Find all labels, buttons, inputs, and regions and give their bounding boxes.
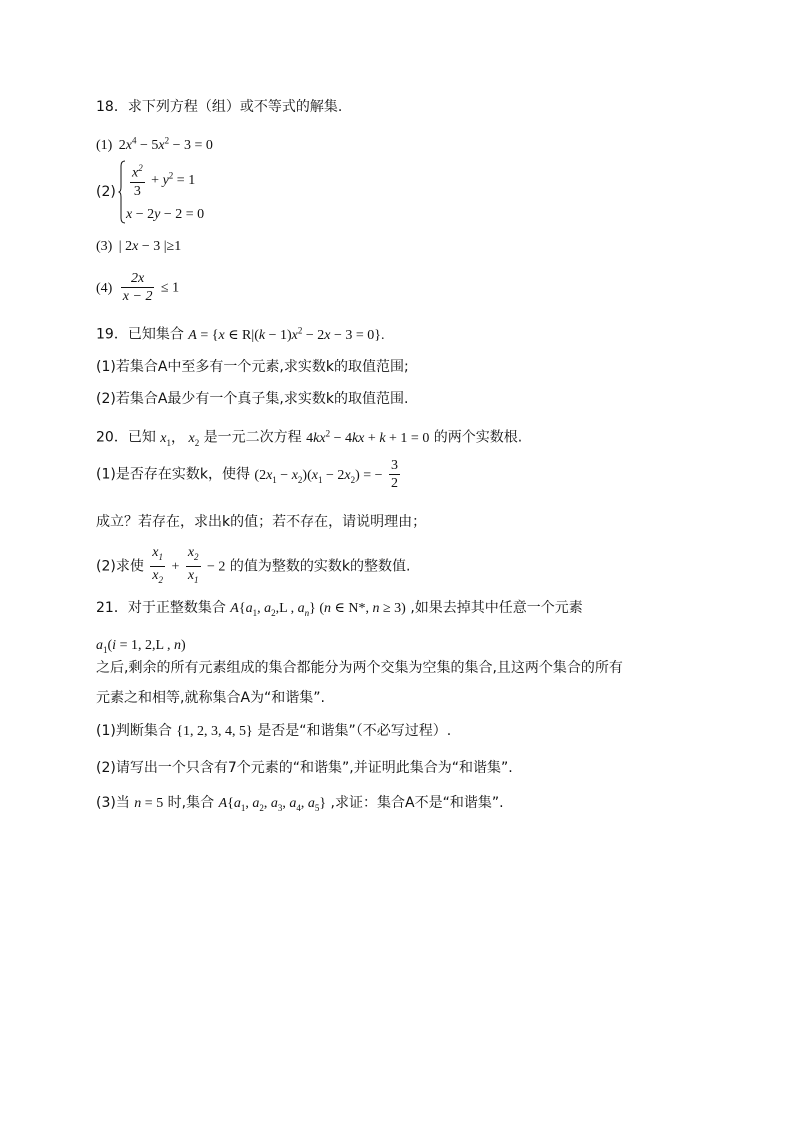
fraction-3-over-2: $\frac{3}{2}$ [391, 458, 398, 491]
fraction-2x-over-x-minus-2: $\frac{2x}{x - 2}$ [122, 271, 153, 304]
q21-part3-prefix: (3)当 [96, 795, 130, 811]
q21-stem [96, 598, 583, 623]
q21-line4: 元素之和相等,就称集合A为“和谐集”. [96, 690, 325, 706]
q20-part2: (2)求使 $\frac{x_1}{x_2}$ + $\frac{x_2}{x_1}$ − 2 的值为整数的实数k的整数值. [96, 544, 410, 584]
q20-equation: $4kx^2 - 4kx + k + 1 = 0$ [306, 428, 430, 446]
q18-part1-label: (1) [96, 137, 113, 153]
q19-set-definition: A = {x ∈ $R|(k - 1)x^2 - 2x - 3 = 0$}. [188, 325, 385, 343]
q18-stem: 18．求下列方程（组）或不等式的解集. [96, 99, 343, 115]
q18-part3-label: (3) [96, 239, 113, 254]
q21-set-five-elements: $A\{a_1$, $a_2$, $a_3$, $a_4$, $a_5$} [218, 796, 327, 813]
q20-part1: (1)是否存在实数k，使得 $(2x_1 - x_2)(x_1 - 2x_2)$ = − $\frac{3}{2}$ [96, 458, 398, 491]
q18-part3-inequality: | 2x − 3 |≥1 [118, 239, 182, 254]
q21-part3-suffix: ,求证：集合A不是“和谐集”. [330, 795, 504, 811]
q18-part3 [96, 236, 181, 257]
q21-part1-prefix: (1)判断集合 [96, 723, 172, 739]
q19-part1: (1)若集合A中至多有一个元素,求实数k的取值范围; [96, 359, 409, 375]
q18-part1-equation: $2x^4 - 5x^2 - 3 = 0$ [118, 135, 213, 153]
q20-part1-cont: 成立？若存在，求出k的值；若不存在，请说明理由； [96, 514, 427, 530]
q20-stem-mid: 是一元二次方程 [203, 429, 302, 446]
q20-stem-suffix: 的两个实数根. [433, 429, 523, 446]
q20-part1-prefix: (1)是否存在实数k，使得 [96, 466, 250, 483]
q21-element-notation: $a_1(i = 1$, 2,L , n) [96, 638, 186, 655]
q21-part2: (2)请写出一个只含有7个元素的“和谐集”,并证明此集合为“和谐集”. [96, 760, 513, 776]
q21-part1-suffix: 是否是“和谐集”（不必写过程）. [257, 723, 452, 739]
fraction-x2-over-3: $\frac{x^2}{3}$ [130, 160, 145, 200]
q19-part2: (2)若集合A最少有一个真子集,求实数k的取值范围. [96, 391, 409, 407]
q18-part2-label: (2) [96, 184, 116, 200]
q21-part3-mid: 时,集合 [167, 795, 215, 811]
q19-stem [96, 320, 385, 346]
q20-part2-suffix: 的值为整数的实数k的整数值. [229, 558, 411, 575]
q21-stem-suffix: ,如果去掉其中任意一个元素 [410, 600, 583, 616]
q18-part2-eq1: $\frac{x^2}{3}$ + $y^2 = 1$ [128, 160, 195, 200]
fraction-x2-over-x1: $\frac{x_2}{x_1}$ [187, 545, 199, 585]
q21-part1 [96, 721, 451, 742]
q20-stem-prefix: 20．已知 [96, 429, 156, 446]
q19-stem-text: 19．已知集合 [96, 326, 184, 343]
fraction-x1-over-x2: $\frac{x_1}{x_2}$ [152, 545, 164, 585]
q21-line3: 之后,剩余的所有元素组成的集合都能分为两个交集为空集的集合,且这两个集合的所有 [96, 660, 623, 676]
q21-set-1-to-5: {1, 2, 3, 4, 5} [176, 724, 253, 739]
q21-part3: (3)当 n = 5 时,集合 $A\{a_1$, $a_2$, $a_3$, $a_4$, $a_5$} ,求证：集合A不是“和谐集”. [96, 795, 504, 813]
q20-part2-prefix: (2)求使 [96, 558, 144, 575]
q21-stem-prefix: 21．对于正整数集合 [96, 600, 226, 616]
system-brace-icon [118, 160, 126, 224]
q21-set-notation: $A\{a_1$, $a_2,L$ , $a_n$} (n ∈ N*, n ≥ 3) [230, 601, 406, 618]
q18-part2-eq2: x − 2y − 2 = 0 [126, 207, 205, 222]
q20-stem: 20．已知 $x_1$， $x_2$ 是一元二次方程 $4kx^2 - 4kx + k + 1 = 0$ 的两个实数根. [96, 428, 523, 448]
q18-part4-label: (4) [96, 280, 113, 296]
q18-part1 [96, 130, 213, 156]
q18-part4: (4) $\frac{2x}{x - 2}$ ≤ 1 [96, 271, 180, 304]
